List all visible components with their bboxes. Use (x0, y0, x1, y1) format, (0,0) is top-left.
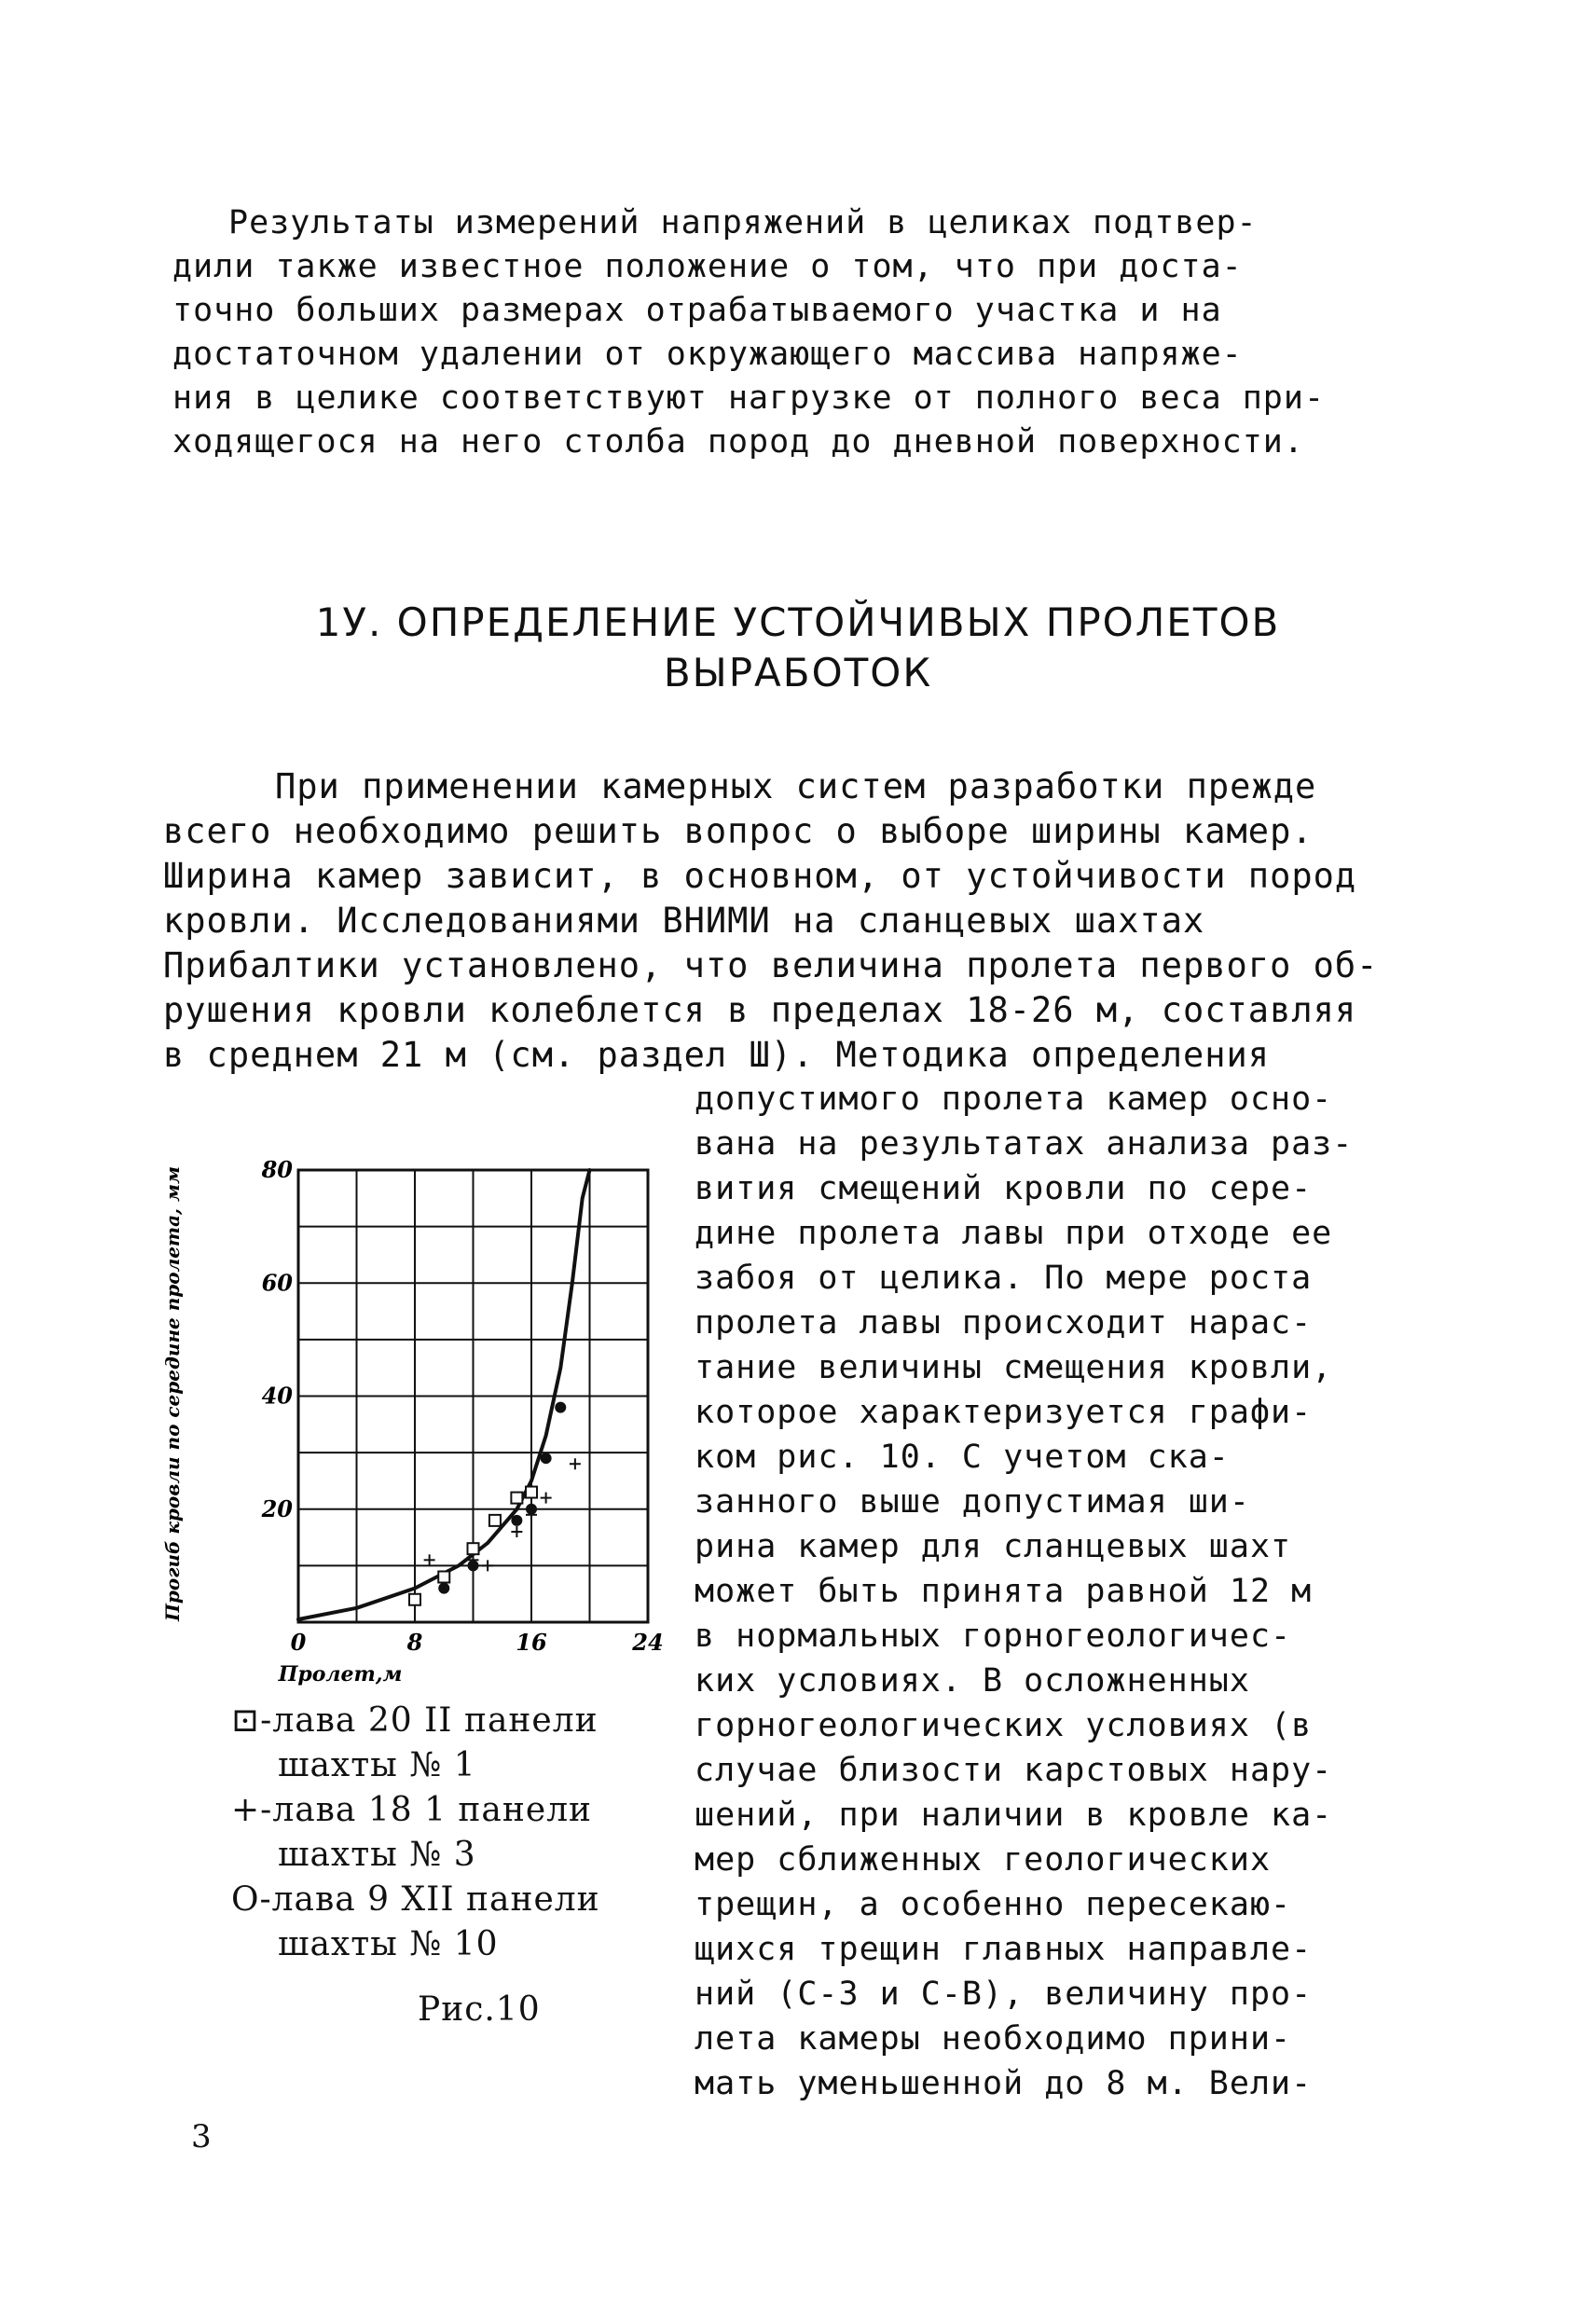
deflection-curve (298, 1170, 590, 1619)
data-point-square (438, 1572, 449, 1583)
column-line: ком рис. 10. С учетом ска- (695, 1439, 1230, 1476)
column-line: занного выше допустимая ши- (695, 1483, 1250, 1521)
text-line: всего необходимо решить вопрос о выборе ширины камер. (163, 811, 1314, 851)
column-line: мать уменьшенной до 8 м. Вели- (695, 2065, 1313, 2102)
legend-line: ⊡-лава 20 II панели (231, 1701, 598, 1740)
column-line: рина камер для сланцевых шахт (695, 1528, 1292, 1565)
data-point-square (489, 1515, 501, 1526)
column-line: вана на результатах анализа раз- (695, 1125, 1354, 1163)
text-line: ходящегося на него столба пород до дневной поверхности. (172, 423, 1304, 461)
section-heading-line-1: 1У. ОПРЕДЕЛЕНИЕ УСТОЙЧИВЫХ ПРОЛЕТОВ (315, 599, 1281, 645)
x-tick-label: 16 (516, 1629, 547, 1656)
chart-curve-group (298, 1170, 590, 1619)
x-axis-label: Пролет,м (278, 1662, 403, 1687)
text-line: в среднем 21 м (см. раздел Ш). Методика определения (163, 1035, 1271, 1075)
x-tick-label: 24 (632, 1629, 664, 1656)
text-line: Результаты измерений напряжений в целиках подтвер- (228, 204, 1258, 241)
section-heading (0, 599, 1596, 645)
column-line: дине пролета лавы при отходе ее (695, 1215, 1333, 1252)
chart-points (409, 1402, 581, 1605)
column-line: горногеологических условиях (в (695, 1707, 1313, 1744)
page-number: 3 (191, 2118, 212, 2155)
column-line: щихся трещин главных направле- (695, 1931, 1313, 1968)
data-point-plus (511, 1526, 522, 1537)
y-tick-label: 40 (261, 1382, 293, 1410)
data-point-square (468, 1543, 479, 1554)
x-tick-label: 8 (406, 1629, 423, 1656)
y-tick-label: 60 (261, 1269, 293, 1297)
figure-caption: Рис.10 (418, 1990, 541, 2029)
text-line: При применении камерных систем разработки прежде (275, 766, 1317, 806)
y-axis-label: Прогиб кровли по середине пролета, мм (161, 1165, 184, 1622)
data-point-circle (511, 1515, 522, 1526)
data-point-plus (424, 1554, 435, 1565)
y-tick-label: 20 (261, 1494, 293, 1522)
column-line: случае близости карстовых нару- (695, 1752, 1333, 1789)
y-tick-label: 80 (261, 1156, 293, 1183)
data-point-circle (468, 1560, 479, 1571)
column-line: лета камеры необходимо прини- (695, 2020, 1292, 2058)
text-line: рушения кровли колеблется в пределах 18-26 м, составляя (163, 990, 1357, 1030)
text-line: достаточном удалении от окружающего массива напряже- (172, 336, 1243, 373)
data-point-circle (555, 1402, 566, 1413)
text-line: точно больших размерах отрабатываемого участка и на (172, 292, 1222, 329)
text-line: Прибалтики установлено, что величина пролета первого об- (163, 945, 1379, 985)
column-line: мер сближенных геологических (695, 1841, 1272, 1879)
data-point-circle (526, 1504, 537, 1515)
section-heading-line-2: ВЫРАБОТОК (663, 650, 933, 695)
column-line: допустимого пролета камер осно- (695, 1081, 1333, 1118)
column-line: ких условиях. В осложненных (695, 1662, 1250, 1700)
data-point-plus (570, 1458, 581, 1469)
column-line: вития смещений кровли по сере- (695, 1170, 1313, 1207)
legend-line: +-лава 18 1 панели (231, 1791, 593, 1829)
section-heading-2 (0, 650, 1596, 695)
text-line: кровли. Исследованиями ВНИМИ на сланцевых шахтах (163, 901, 1205, 941)
legend-line: шахты № 10 (278, 1925, 499, 1963)
column-line: пролета лавы происходит нарас- (695, 1304, 1313, 1342)
legend-line: О-лава 9 XII панели (231, 1880, 600, 1919)
deflection-chart (158, 1114, 681, 1692)
column-line: ний (С-3 и С-В), величину про- (695, 1976, 1313, 2013)
text-line: ния в целике соответствуют нагрузке от полного веса при- (172, 379, 1326, 417)
data-point-circle (438, 1583, 449, 1594)
legend-line: шахты № 1 (278, 1746, 476, 1784)
legend-line: шахты № 3 (278, 1836, 476, 1874)
data-point-plus (541, 1493, 552, 1504)
column-line: которое характеризуется графи- (695, 1394, 1313, 1431)
text-line: Ширина камер зависит, в основном, от устойчивости пород (163, 856, 1357, 896)
column-line: трещин, а особенно пересекаю- (695, 1886, 1292, 1923)
data-point-plus (482, 1560, 493, 1571)
data-point-square (409, 1594, 420, 1605)
column-line: в нормальных горногеологичес- (695, 1618, 1292, 1655)
chart-tick-labels (261, 1156, 664, 1656)
data-point-circle (541, 1453, 552, 1464)
column-line: может быть принята равной 12 м (695, 1573, 1313, 1610)
column-line: забоя от целика. По мере роста (695, 1260, 1313, 1297)
column-line: шений, при наличии в кровле ка- (695, 1797, 1333, 1834)
data-point-square (526, 1487, 537, 1498)
text-line: дили также известное положение о том, что при доста- (172, 248, 1243, 285)
data-point-square (511, 1493, 522, 1504)
x-tick-label: 0 (290, 1629, 307, 1656)
column-line: тание величины смещения кровли, (695, 1349, 1333, 1386)
